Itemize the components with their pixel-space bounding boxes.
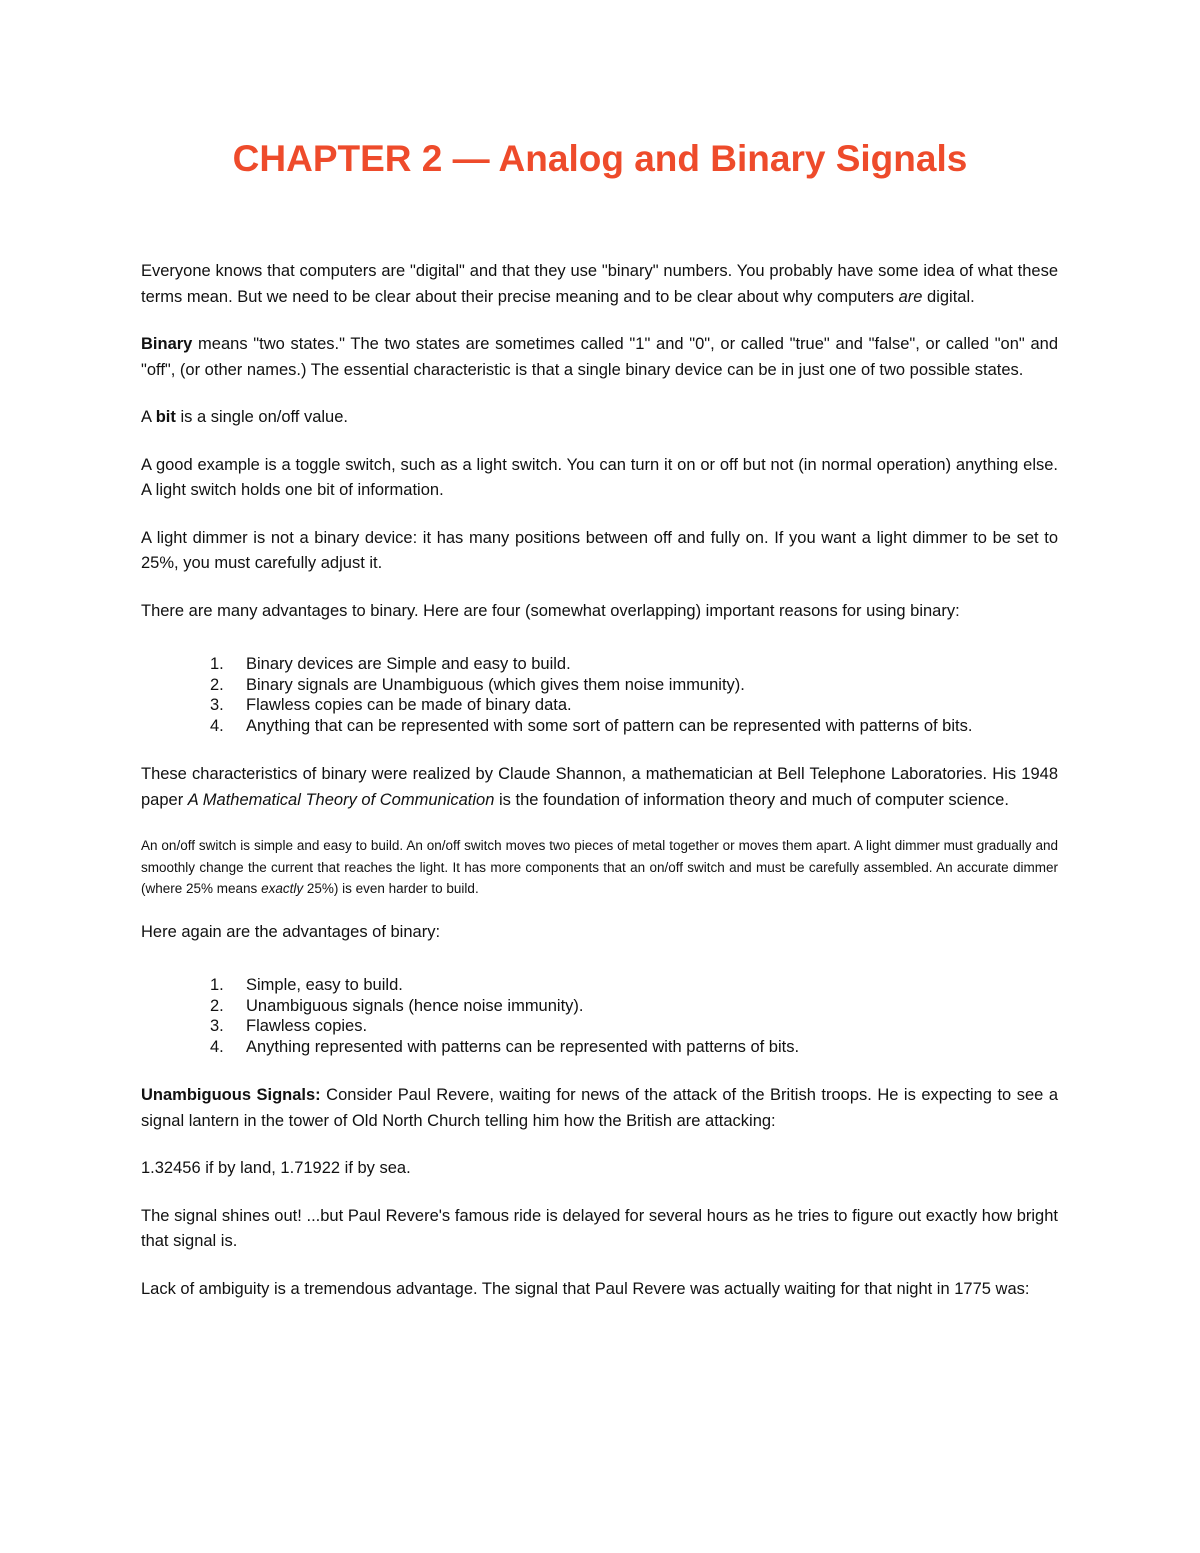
text-run: is the foundation of information theory and much of computer science. (494, 790, 1009, 809)
emphasis-exactly: exactly (261, 881, 304, 896)
paragraph-signal-shines: The signal shines out! ...but Paul Revere's famous ride is delayed for several hours as he tries to figure out exactly how bright that signal is. (141, 1206, 1058, 1250)
paragraph-bit-definition (141, 405, 1058, 431)
paragraph-intro (141, 259, 1058, 310)
list-item-text: Simple, easy to build. (246, 976, 403, 994)
list-number: 3. (210, 696, 224, 714)
list-item (141, 695, 1058, 716)
list-item-text: Binary signals are Unambiguous (which gives them noise immunity). (246, 675, 745, 694)
list-item-text: Flawless copies. (246, 1017, 368, 1035)
paragraph-light-dimmer: A light dimmer is not a binary device: it has many positions between off and fully on. If you want a light dimmer to be set to 25%, you must carefully adjust it. (141, 528, 1058, 572)
text-run: These characteristics of binary were realized by Claude Shannon, a mathematician at Bell Telephone Laboratories. His 1948 paper (141, 765, 1058, 809)
list-item (141, 975, 1058, 996)
text-run: A (141, 408, 156, 426)
document-body (141, 259, 1058, 1324)
list-number: 1. (210, 655, 224, 673)
paragraph-lack-of-ambiguity: Lack of ambiguity is a tremendous advantage. The signal that Paul Revere was actually waiting for that night in 1775 was: (141, 1279, 1030, 1298)
paragraph-advantages-intro: There are many advantages to binary. Here are four (somewhat overlapping) important reasons for using binary: (141, 601, 960, 620)
list-item-text: Flawless copies can be made of binary data. (246, 696, 572, 714)
chapter-title: CHAPTER 2 — Analog and Binary Signals (232, 138, 968, 179)
text-run: 25%) is even harder to build. (303, 881, 479, 896)
text-run: is a single on/off value. (175, 408, 348, 426)
text-run: means "two states." The two states are sometimes called "1" and "0", or called "true" and "false", or called "on" and "off", (or other names.) The essential characteristic is that a single binary device can be in just one of two possible states. (141, 335, 1058, 379)
emphasis-are: are (898, 287, 923, 306)
list-number: 1. (210, 976, 224, 994)
list-number: 3. (210, 1017, 224, 1035)
term-bit: bit (155, 408, 176, 426)
emphasis-paper-title: A Mathematical Theory of Communication (187, 790, 495, 809)
list-item-text: Anything represented with patterns can be represented with patterns of bits. (246, 1037, 800, 1056)
paragraph-switch-vs-dimmer (141, 835, 1058, 900)
list-item-text: Anything that can be represented with some sort of pattern can be represented with patterns of bits. (246, 716, 973, 735)
term-unambiguous-signals: Unambiguous Signals: (141, 1086, 321, 1104)
text-run: An on/off switch is simple and easy to build. An on/off switch moves two pieces of metal together or moves them apart. A light dimmer must gradually and smoothly change the current that reaches the light. It has more components that an on/off switch and must be carefully assembled. An accurate dimmer (where 25% means (141, 838, 1058, 896)
text-run: Everyone knows that computers are "digital" and that they use "binary" numbers. You probably have some idea of what these terms mean. But we need to be clear about their precise meaning and to be clear about why computers (141, 262, 1058, 306)
paragraph-signal-values: 1.32456 if by land, 1.71922 if by sea. (141, 1159, 411, 1177)
list-number: 4. (210, 1037, 224, 1056)
list-item (141, 1016, 1058, 1037)
paragraph-toggle-switch: A good example is a toggle switch, such as a light switch. You can turn it on or off but not (in normal operation) anything else. A light switch holds one bit of information. (141, 455, 1058, 499)
list-item (141, 996, 1058, 1017)
list-item (141, 716, 1058, 737)
term-binary: Binary (141, 335, 193, 353)
list-item (141, 1037, 1058, 1058)
text-run: Consider Paul Revere, waiting for news of the attack of the British troops. He is expecting to see a signal lantern in the tower of Old North Church telling him how the British are attacking: (141, 1086, 1059, 1130)
list-number: 2. (210, 675, 224, 694)
list-item-text: Unambiguous signals (hence noise immunity). (246, 996, 584, 1015)
paragraph-binary-definition (141, 332, 1058, 383)
list-item (141, 654, 1058, 675)
list-number: 2. (210, 996, 224, 1015)
list-item (141, 675, 1058, 696)
text-run: digital. (922, 287, 975, 306)
paragraph-advantages-again: Here again are the advantages of binary: (141, 922, 441, 941)
paragraph-shannon (141, 762, 1058, 813)
list-number: 4. (210, 716, 224, 735)
advantages-summary-list (141, 975, 1058, 1057)
advantages-list (141, 654, 1058, 736)
paragraph-unambiguous-signals (141, 1083, 1058, 1134)
list-item-text: Binary devices are Simple and easy to build. (246, 655, 571, 673)
